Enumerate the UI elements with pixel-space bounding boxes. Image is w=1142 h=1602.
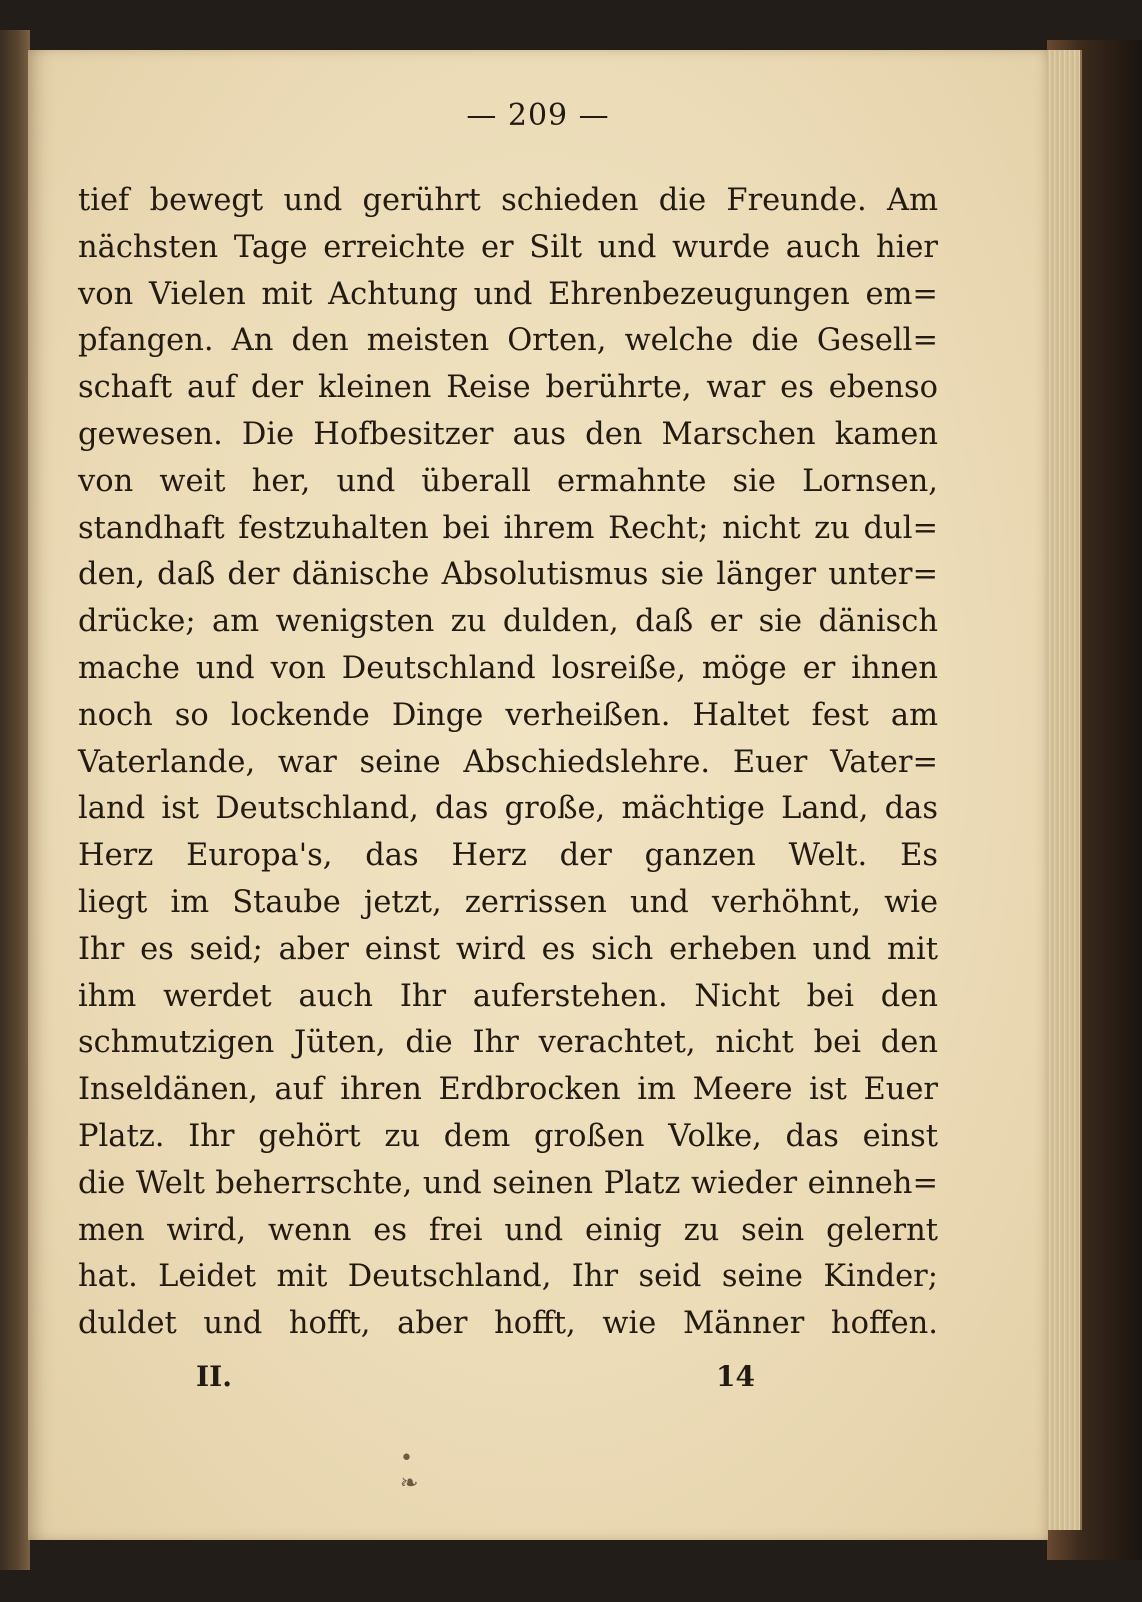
volume-signature: II. [196,1360,232,1393]
text-line: men wird, wenn es frei und einig zu sein gelernt [78,1212,938,1248]
book-cover-left-edge [0,30,30,1570]
ink-smudge-mark: • ❧ [400,1446,429,1496]
body-text [78,178,938,1348]
text-line: nächsten Tage erreichte er Silt und wurde auch hier [78,229,938,265]
text-line: liegt im Staube jetzt, zerrissen und verhöhnt, wie [78,884,938,920]
text-line: ihm werdet auch Ihr auferstehen. Nicht bei den [78,978,938,1014]
text-line: hat. Leidet mit Deutschland, Ihr seid seine Kinder; [78,1259,938,1295]
sheet-number: 14 [716,1360,755,1393]
text-line: tief bewegt und gerührt schieden die Freunde. Am [78,183,938,218]
text-line: schmutzigen Jüten, die Ihr verachtet, nicht bei den [78,1025,938,1061]
text-line: land ist Deutschland, das große, mächtige Land, das [78,791,938,827]
text-line: Inseldänen, auf ihren Erdbrocken im Meere ist Euer [78,1072,938,1108]
text-line: gewesen. Die Hofbesitzer aus den Marschen kamen [78,416,938,452]
text-line: drücke; am wenigsten zu dulden, daß er sie dänisch [78,604,938,640]
text-line: von weit her, und überall ermahnte sie Lornsen, [78,463,938,499]
page-number: — 209 — [466,98,610,133]
text-line: mache und von Deutschland losreiße, möge er ihnen [78,650,938,686]
text-line: die Welt beherrschte, und seinen Platz wieder einneh= [78,1165,938,1201]
text-line: Vaterlande, war seine Abschiedslehre. Euer Vater= [78,744,938,780]
text-line: noch so lockende Dinge verheißen. Haltet fest am [78,697,938,733]
text-line: Platz. Ihr gehört zu dem großen Volke, das einst [78,1118,938,1154]
text-line: von Vielen mit Achtung und Ehrenbezeugungen em= [78,276,938,312]
text-line: den, daß der dänische Absolutismus sie länger unter= [78,557,938,593]
text-line: standhaft festzuhalten bei ihrem Recht; nicht zu dul= [78,510,938,546]
book-page [28,50,1048,1540]
text-line: Herz Europa's, das Herz der ganzen Welt. Es [78,838,938,874]
text-line: Ihr es seid; aber einst wird es sich erheben und mit [78,931,938,967]
text-line: duldet und hofft, aber hofft, wie Männer hoffen. [78,1306,938,1342]
text-line: pfangen. An den meisten Orten, welche die Gesell= [78,323,938,359]
text-line: schaft auf der kleinen Reise berührte, war es ebenso [78,370,938,406]
